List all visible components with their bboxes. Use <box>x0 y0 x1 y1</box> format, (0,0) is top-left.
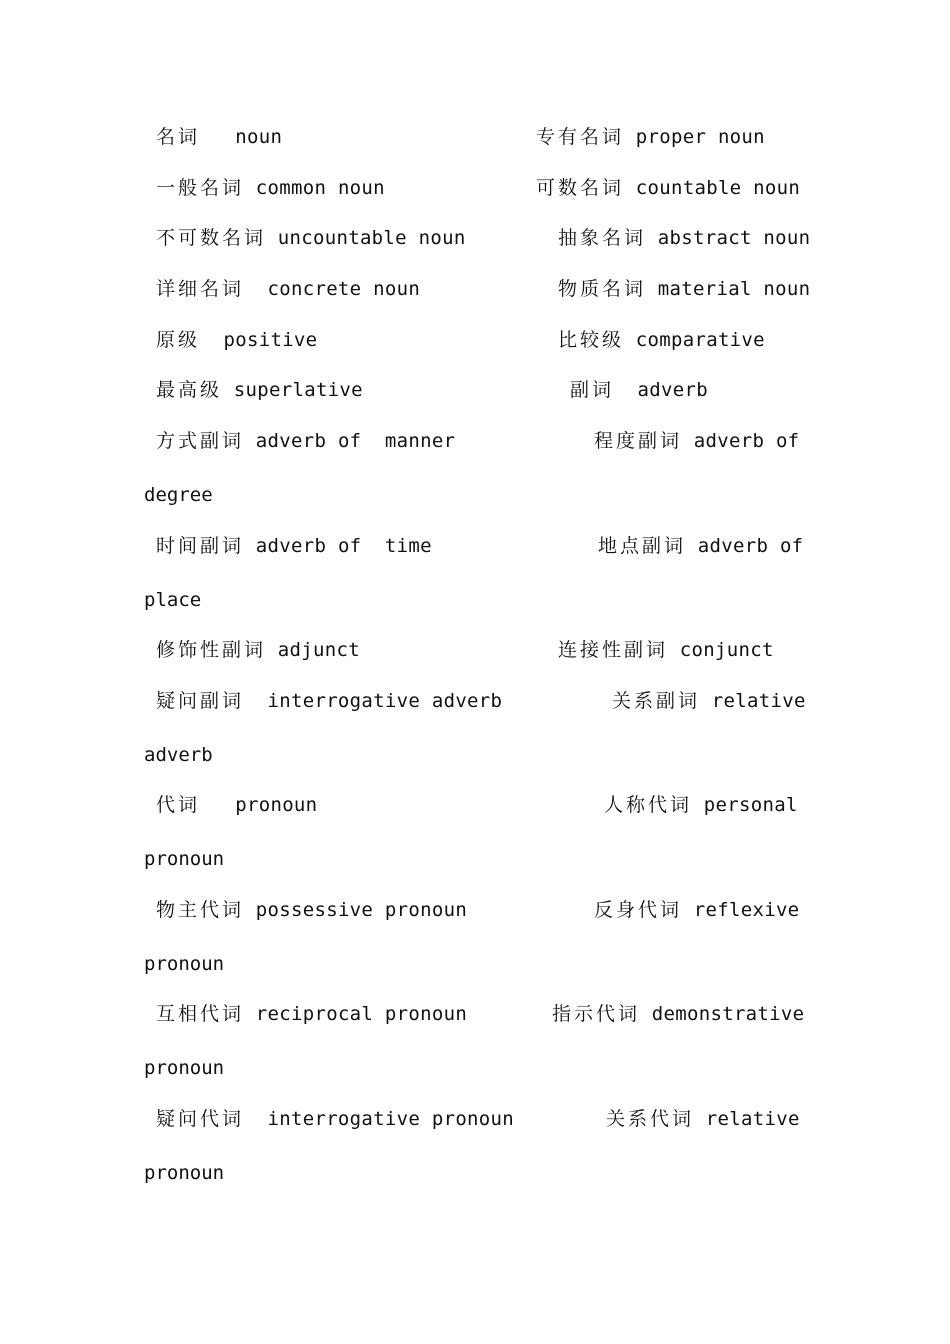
term-chinese: 时间副词 <box>156 535 245 557</box>
term-chinese: 抽象名词 <box>558 227 647 249</box>
term-left <box>156 378 363 402</box>
term-right <box>558 638 774 662</box>
term-english: superlative <box>233 379 363 401</box>
term-left <box>156 638 360 662</box>
term-chinese: 一般名词 <box>156 177 245 199</box>
term-chinese: 关系副词 <box>612 690 701 712</box>
term-right <box>604 793 798 817</box>
term-right <box>612 689 806 713</box>
term-chinese: 互相代词 <box>156 1003 245 1025</box>
term-chinese: 原级 <box>156 329 201 351</box>
term-left <box>156 534 432 558</box>
term-right <box>594 898 799 922</box>
term-right <box>558 226 810 250</box>
term-right <box>606 1107 800 1131</box>
term-right <box>536 176 800 200</box>
term-english: relative <box>711 690 806 712</box>
term-english: interrogative adverb <box>267 690 503 712</box>
term-left <box>156 176 385 200</box>
term-english: adverb of <box>693 430 800 452</box>
term-left <box>156 429 455 453</box>
term-english: interrogative pronoun <box>267 1108 515 1130</box>
term-chinese: 可数名词 <box>536 177 625 199</box>
term-right <box>598 534 803 558</box>
term-chinese: 人称代词 <box>604 794 693 816</box>
term-english: common noun <box>255 177 385 199</box>
term-chinese: 专有名词 <box>536 126 625 148</box>
term-left <box>156 125 282 149</box>
term-left <box>156 689 502 713</box>
term-left <box>156 793 317 817</box>
term-chinese: 最高级 <box>156 379 223 401</box>
term-chinese: 程度副词 <box>594 430 683 452</box>
term-chinese: 不可数名词 <box>156 227 267 249</box>
term-chinese: 修饰性副词 <box>156 639 267 661</box>
term-english: pronoun <box>235 794 318 816</box>
term-chinese: 连接性副词 <box>558 639 669 661</box>
term-chinese: 名词 <box>156 126 201 148</box>
term-english: material noun <box>657 278 811 300</box>
term-chinese: 关系代词 <box>606 1108 695 1130</box>
term-chinese: 副词 <box>570 379 615 401</box>
term-continuation: place <box>144 589 202 611</box>
term-continuation: adverb <box>144 744 213 766</box>
term-right <box>536 125 765 149</box>
term-english: countable noun <box>635 177 801 199</box>
term-english: adverb of <box>697 535 804 557</box>
term-right <box>558 277 810 301</box>
term-chinese: 详细名词 <box>156 278 245 300</box>
term-english: reciprocal pronoun <box>255 1003 468 1025</box>
term-chinese: 反身代词 <box>594 899 683 921</box>
term-chinese: 代词 <box>156 794 201 816</box>
term-right <box>594 429 799 453</box>
term-right <box>570 378 708 402</box>
term-chinese: 指示代词 <box>552 1003 641 1025</box>
term-continuation: pronoun <box>144 953 225 975</box>
term-chinese: 疑问代词 <box>156 1108 245 1130</box>
term-english: uncountable noun <box>277 227 466 249</box>
term-english: adjunct <box>277 639 360 661</box>
term-left <box>156 1002 467 1026</box>
term-continuation: pronoun <box>144 848 225 870</box>
term-english: positive <box>223 329 318 351</box>
term-english: proper noun <box>635 126 765 148</box>
term-english: adverb <box>637 379 708 401</box>
term-left <box>156 898 467 922</box>
term-english: adverb of time <box>255 535 432 557</box>
term-continuation: pronoun <box>144 1057 225 1079</box>
term-english: conjunct <box>679 639 774 661</box>
term-chinese: 物主代词 <box>156 899 245 921</box>
term-chinese: 疑问副词 <box>156 690 245 712</box>
term-left <box>156 328 317 352</box>
term-right <box>558 328 765 352</box>
term-english: possessive pronoun <box>255 899 468 921</box>
term-continuation: degree <box>144 484 213 506</box>
term-english: abstract noun <box>657 227 811 249</box>
term-english: concrete noun <box>267 278 421 300</box>
term-english: comparative <box>635 329 765 351</box>
term-chinese: 地点副词 <box>598 535 687 557</box>
term-english: personal <box>703 794 798 816</box>
term-english: reflexive <box>693 899 800 921</box>
term-chinese: 比较级 <box>558 329 625 351</box>
term-english: adverb of manner <box>255 430 456 452</box>
term-right <box>552 1002 804 1026</box>
term-left <box>156 226 466 250</box>
term-chinese: 方式副词 <box>156 430 245 452</box>
term-english: relative <box>705 1108 800 1130</box>
term-english: noun <box>235 126 283 148</box>
term-left <box>156 277 420 301</box>
term-chinese: 物质名词 <box>558 278 647 300</box>
term-continuation: pronoun <box>144 1162 225 1184</box>
term-english: demonstrative <box>651 1003 805 1025</box>
term-left <box>156 1107 514 1131</box>
